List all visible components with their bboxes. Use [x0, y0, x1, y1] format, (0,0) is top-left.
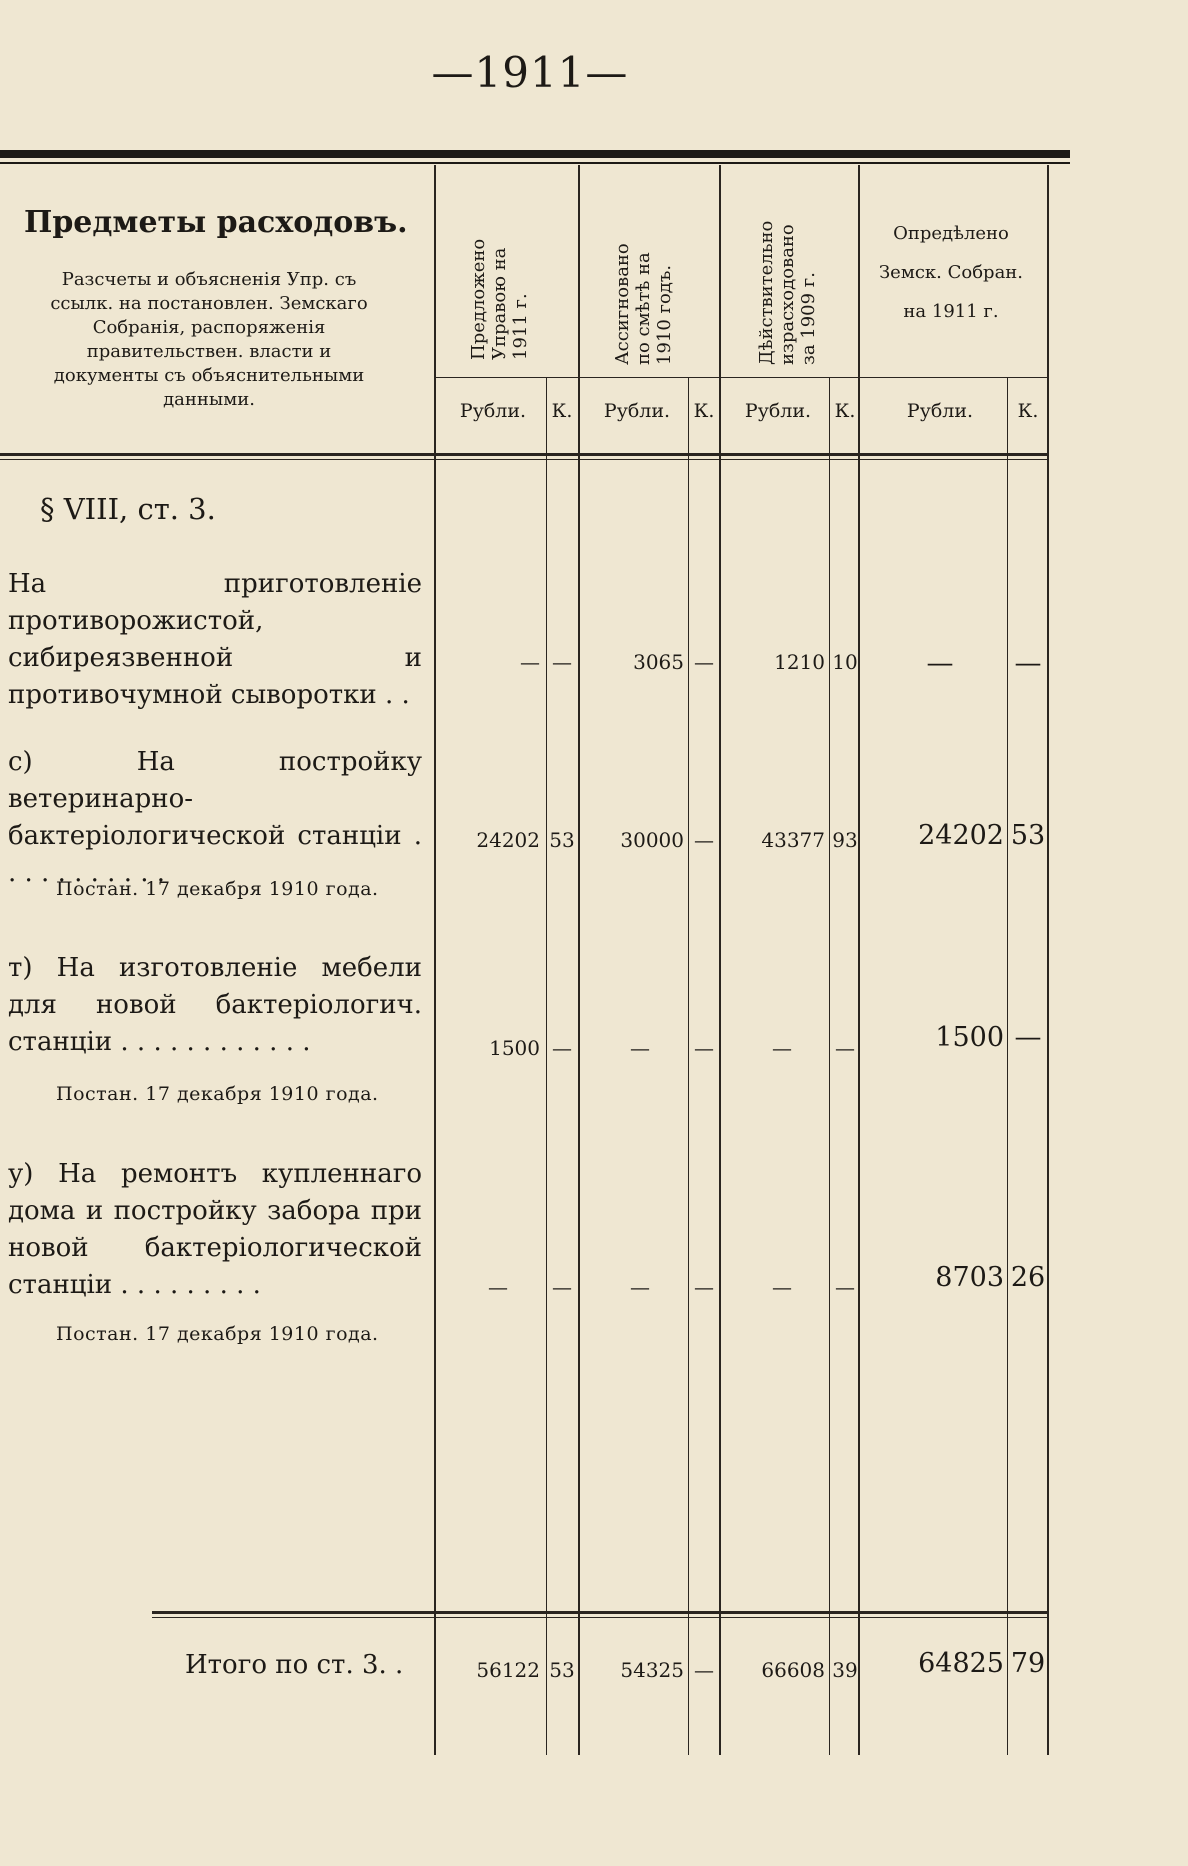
total-spent-kopecks: 39	[832, 1658, 858, 1682]
top-rule-thin	[0, 162, 1070, 164]
column-divider	[434, 165, 436, 1755]
total-assigned-rubles: 54325	[620, 1658, 684, 1682]
unit-kopecks: К.	[551, 400, 573, 422]
cell-spent-rubles: —	[772, 1275, 792, 1299]
unit-kopecks: К.	[693, 400, 715, 422]
cell-determined-rubles: 8703	[935, 1262, 1004, 1293]
total-label: Итого по ст. 3. .	[185, 1650, 404, 1680]
kopeck-divider	[546, 378, 547, 1755]
item-text: у) На ремонтъ купленнаго дома и постройку забора при новой бактеріологической станціи . . . . . . . . .	[8, 1159, 422, 1300]
column-header-assigned: Ассигновано по смѣтѣ на 1910 годъ.	[612, 243, 675, 365]
cell-assigned-kopecks: —	[694, 1275, 714, 1299]
kopeck-divider	[688, 378, 689, 1755]
cell-assigned-rubles: —	[630, 1275, 650, 1299]
header-subdivider	[436, 377, 1047, 378]
cell-spent-rubles: —	[772, 1036, 792, 1060]
unit-kopecks: К.	[1017, 400, 1039, 422]
column-divider	[578, 165, 580, 1755]
cell-proposed-rubles: —	[520, 650, 540, 674]
column-header-proposed: Предложено Управою на 1911 г.	[468, 238, 531, 360]
cell-proposed-kopecks: —	[552, 650, 572, 674]
cell-determined-kopecks: —	[1014, 1022, 1042, 1053]
cell-proposed-rubles: —	[488, 1275, 508, 1299]
cell-determined-kopecks: —	[1014, 648, 1042, 679]
cell-assigned-rubles: —	[630, 1036, 650, 1060]
cell-proposed-kopecks: 53	[549, 828, 575, 852]
cell-determined-rubles: 1500	[935, 1022, 1004, 1053]
unit-rubles: Рубли.	[459, 400, 527, 422]
total-determined-kopecks: 79	[1010, 1648, 1046, 1679]
item-text: На приготовленіе противорожистой, сибиреязвенной и противочумной сыворотки . .	[8, 569, 422, 710]
total-proposed-rubles: 56122	[476, 1658, 540, 1682]
unit-rubles: Рубли.	[906, 400, 974, 422]
cell-assigned-kopecks: —	[694, 828, 714, 852]
column-header-spent: Дѣйствительно израсходовано за 1909 г.	[756, 220, 819, 365]
item-text: т) На изготовленіе мебели для новой бактеріологич. станціи . . . . . . . . . . . .	[8, 953, 422, 1057]
kopeck-divider	[1007, 378, 1008, 1755]
cell-assigned-rubles: 3065	[633, 650, 684, 674]
cell-determined-kopecks: 53	[1010, 820, 1046, 851]
cell-proposed-rubles: 1500	[489, 1036, 540, 1060]
column-divider	[1047, 165, 1049, 1755]
top-rule	[0, 150, 1070, 158]
cell-spent-kopecks: —	[835, 1036, 855, 1060]
cell-assigned-kopecks: —	[694, 650, 714, 674]
total-rule-thin	[152, 1617, 1047, 1618]
cell-spent-kopecks: 10	[832, 650, 858, 674]
total-assigned-kopecks: —	[694, 1658, 714, 1682]
cell-spent-kopecks: 93	[832, 828, 858, 852]
cell-spent-rubles: 43377	[761, 828, 825, 852]
cell-determined-kopecks: 26	[1010, 1262, 1046, 1293]
item-note: Постан. 17 декабря 1910 года.	[56, 1323, 379, 1345]
column-header-determined: Опредѣлено Земск. Собран. на 1911 г.	[878, 223, 1024, 322]
cell-proposed-kopecks: —	[552, 1275, 572, 1299]
total-proposed-kopecks: 53	[549, 1658, 575, 1682]
cell-determined-rubles: —	[926, 648, 954, 679]
unit-rubles: Рубли.	[603, 400, 671, 422]
item-text: с) На постройку ветеринарно-бактеріологической станціи . . . . . . . . . . .	[8, 747, 422, 888]
unit-rubles: Рубли.	[744, 400, 812, 422]
cell-assigned-kopecks: —	[694, 1036, 714, 1060]
header-bottom-rule	[0, 453, 1047, 456]
header-bottom-rule-thin	[0, 459, 1047, 460]
kopeck-divider	[829, 378, 830, 1755]
total-determined-rubles: 64825	[918, 1648, 1004, 1679]
cell-determined-rubles: 24202	[918, 820, 1004, 851]
cell-spent-kopecks: —	[835, 1275, 855, 1299]
page-number: —1911—	[431, 48, 629, 97]
cell-proposed-kopecks: —	[552, 1036, 572, 1060]
cell-proposed-rubles: 24202	[476, 828, 540, 852]
item-note: Постан. 17 декабря 1910 года.	[56, 1083, 379, 1105]
section-heading: § VIII, ст. 3.	[40, 492, 216, 526]
total-spent-rubles: 66608	[761, 1658, 825, 1682]
header-subtitle: Разсчеты и объясненія Упр. съ ссылк. на постановлен. Земскаго Собранія, распоряженія правительствен. власти и документы съ объяснительными данными.	[50, 269, 368, 410]
column-divider	[719, 165, 721, 1755]
cell-assigned-rubles: 30000	[620, 828, 684, 852]
unit-kopecks: К.	[834, 400, 856, 422]
cell-spent-rubles: 1210	[774, 650, 825, 674]
total-rule	[152, 1611, 1047, 1614]
header-title: Предметы расходовъ.	[24, 205, 408, 240]
item-note: Постан. 17 декабря 1910 года.	[56, 878, 379, 900]
